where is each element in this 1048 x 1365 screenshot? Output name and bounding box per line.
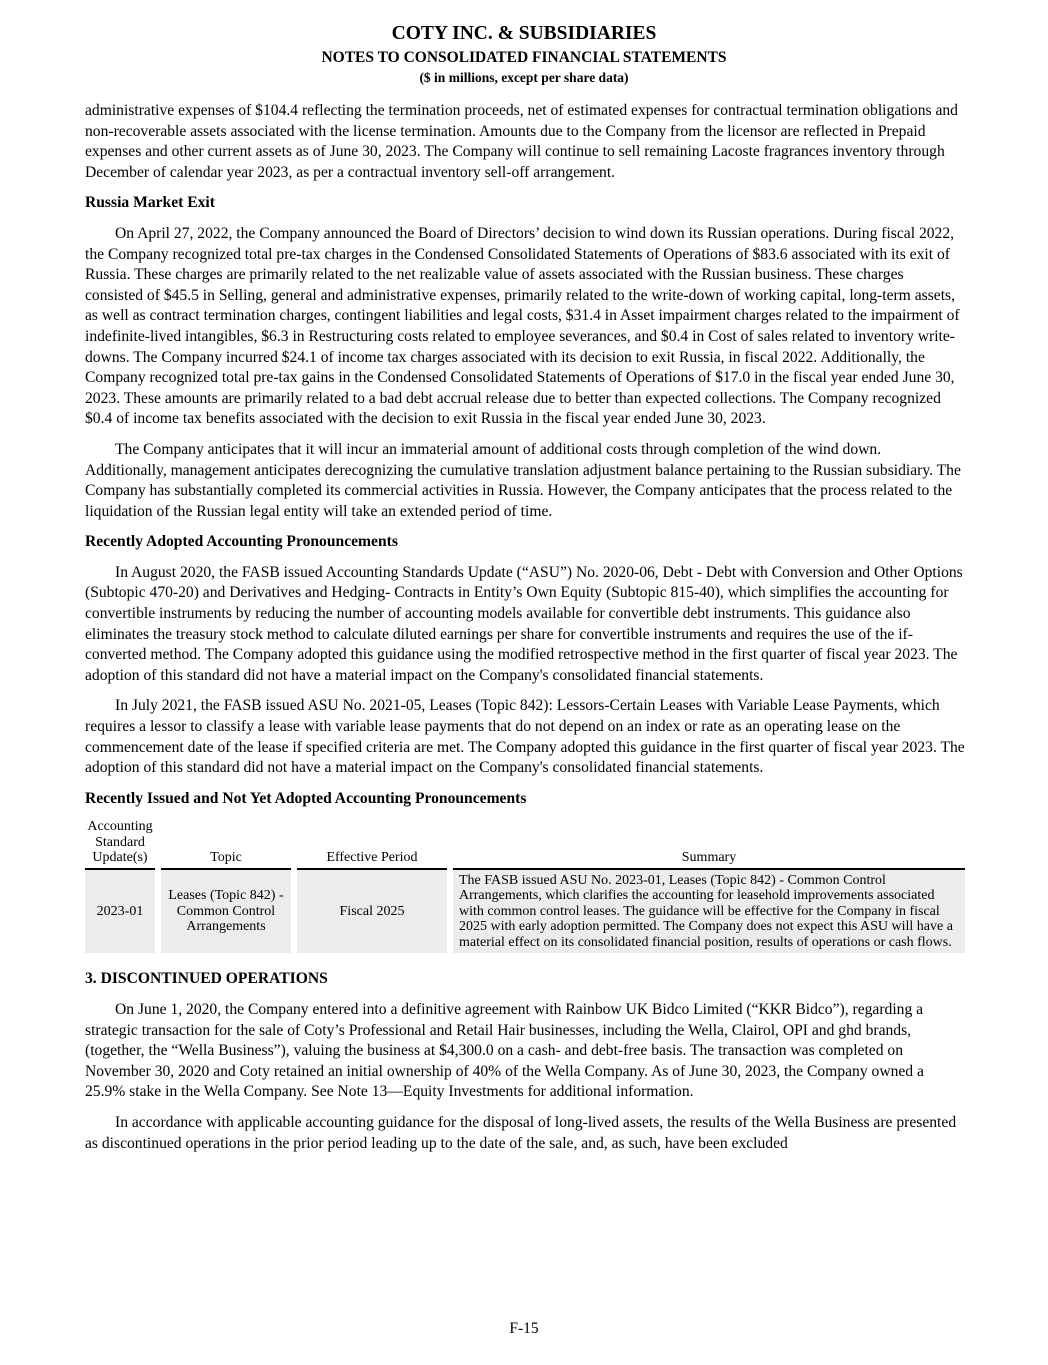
table-row	[85, 870, 965, 954]
paragraph: In July 2021, the FASB issued ASU No. 2021-05, Leases (Topic 842): Lessors-Certain Leases with Variable Lease Payments, which requires a lessor to classify a lease with variable lease payments that do not depend on an index or rate as an operating lease on the commencement date of the lease if specified criteria are met. The Company adopted this guidance in the first quarter of fiscal year 2023. The adoption of this standard did not have a material impact on the Company's consolidated financial statements.	[85, 697, 965, 777]
units-note: ($ in millions, except per share data)	[419, 70, 629, 85]
document-body	[85, 101, 965, 1164]
page-number: F-15	[509, 1320, 539, 1337]
paragraph: In August 2020, the FASB issued Accounting Standards Update (“ASU”) No. 2020-06, Debt - Debt with Conversion and Other Options (Subtopic 470-20) and Derivatives and Hedging- Contracts in Entity’s Own Equity (Subtopic 815-40), which simplifies the accounting for convertible instruments by reducing the number of accounting models available for convertible debt instruments. This guidance also eliminates the treasury stock method to calculate diluted earnings per share for convertible instruments and requires the use of the if-converted method. The Company adopted this guidance using the modified retrospective method in the first quarter of fiscal year 2023. The adoption of this standard did not have a material impact on the Company's consolidated financial statements.	[85, 563, 963, 684]
cell-period: Fiscal 2025	[297, 870, 447, 954]
section-heading-russia: Russia Market Exit	[85, 194, 215, 212]
paragraph: administrative expenses of $104.4 reflecting the termination proceeds, net of estimated expenses for contractual termination obligations and non-recoverable assets associated with the license termination. Amounts due to the Company from the licensor are reflected in Prepaid expenses and other current assets as of June 30, 2023. The Company will continue to sell remaining Lacoste fragrances inventory through December of calendar year 2023, as per a contractual inventory sell-off arrangement.	[85, 102, 958, 181]
cell-summary: The FASB issued ASU No. 2023-01, Leases (Topic 842) - Common Control Arrangements, which clarifies the accounting for leasehold improvements associated with common control leases. The guidance will be effective for the Company in fiscal 2025 with early adoption permitted. The Company does not expect this ASU will have a material effect on its consolidated financial position, results of operations or cash flows.	[453, 870, 965, 954]
paragraph: On April 27, 2022, the Company announced the Board of Directors’ decision to wind down its Russian operations. During fiscal 2022, the Company recognized total pre-tax charges in the Condensed Consolidated Statements of Operations of $83.6 associated with its exit of Russia. These charges are primarily related to the net realizable value of assets associated with the Russian business. These charges consisted of $45.5 in Selling, general and administrative expenses, primarily related to the write-down of working capital, long-term assets, as well as contract termination charges, contingent liabilities and legal costs, $31.4 in Asset impairment charges related to the impairment of indefinite-lived intangibles, $6.3 in Restructuring costs related to employee severances, and $0.4 in Cost of sales related to inventory write-downs. The Company incurred $24.1 of income tax charges associated with its decision to exit Russia, in fiscal 2022. Additionally, the Company recognized total pre-tax gains in the Condensed Consolidated Statements of Operations of $17.0 in the fiscal year ended June 30, 2023. These amounts are primarily related to a bad debt accrual release due to better than expected collections. The Company recognized $0.4 of income tax benefits associated with the decision to exit Russia in the fiscal year ended June 30, 2023.	[85, 224, 960, 428]
document-title: NOTES TO CONSOLIDATED FINANCIAL STATEMENTS	[321, 49, 727, 66]
section-heading-issued: Recently Issued and Not Yet Adopted Accounting Pronouncements	[85, 789, 527, 807]
section-heading-adopted: Recently Adopted Accounting Pronouncements	[85, 533, 398, 551]
column-header-summary: Summary	[453, 819, 965, 870]
cell-topic: Leases (Topic 842) - Common Control Arrangements	[161, 870, 291, 954]
company-name: COTY INC. & SUBSIDIARIES	[391, 23, 657, 44]
cell-asu: 2023-01	[85, 870, 155, 954]
column-header-topic: Topic	[161, 819, 291, 870]
pronouncements-table	[79, 819, 971, 953]
column-header-asu: Accounting Standard Update(s)	[85, 819, 155, 870]
paragraph: The Company anticipates that it will incur an immaterial amount of additional costs through completion of the wind down. Additionally, management anticipates derecognizing the cumulative translation adjustment balance pertaining to the Russian subsidiary. The Company has substantially completed its commercial activities in Russia. However, the Company anticipates that the process related to the liquidation of the Russian legal entity will take an extended period of time.	[85, 440, 961, 520]
column-header-period: Effective Period	[297, 819, 447, 870]
paragraph: On June 1, 2020, the Company entered into a definitive agreement with Rainbow UK Bidco Limited (“KKR Bidco”), regarding a strategic transaction for the sale of Coty’s Professional and Retail Hair businesses, including the Wella, Clairol, OPI and ghd brands, (together, the “Wella Business”), valuing the business at $4,300.0 on a cash- and debt-free basis. The transaction was completed on November 30, 2020 and Coty retained an initial ownership of 40% of the Wella Company. As of June 30, 2023, the Company owned a 25.9% stake in the Wella Company. See Note 13—Equity Investments for additional information.	[85, 1001, 924, 1101]
section-heading-discontinued: 3. DISCONTINUED OPERATIONS	[85, 970, 328, 988]
paragraph: In accordance with applicable accounting guidance for the disposal of long-lived assets, the results of the Wella Business are presented as discontinued operations in the prior period leading up to the date of the sale, and, as such, have been excluded	[85, 1113, 957, 1152]
